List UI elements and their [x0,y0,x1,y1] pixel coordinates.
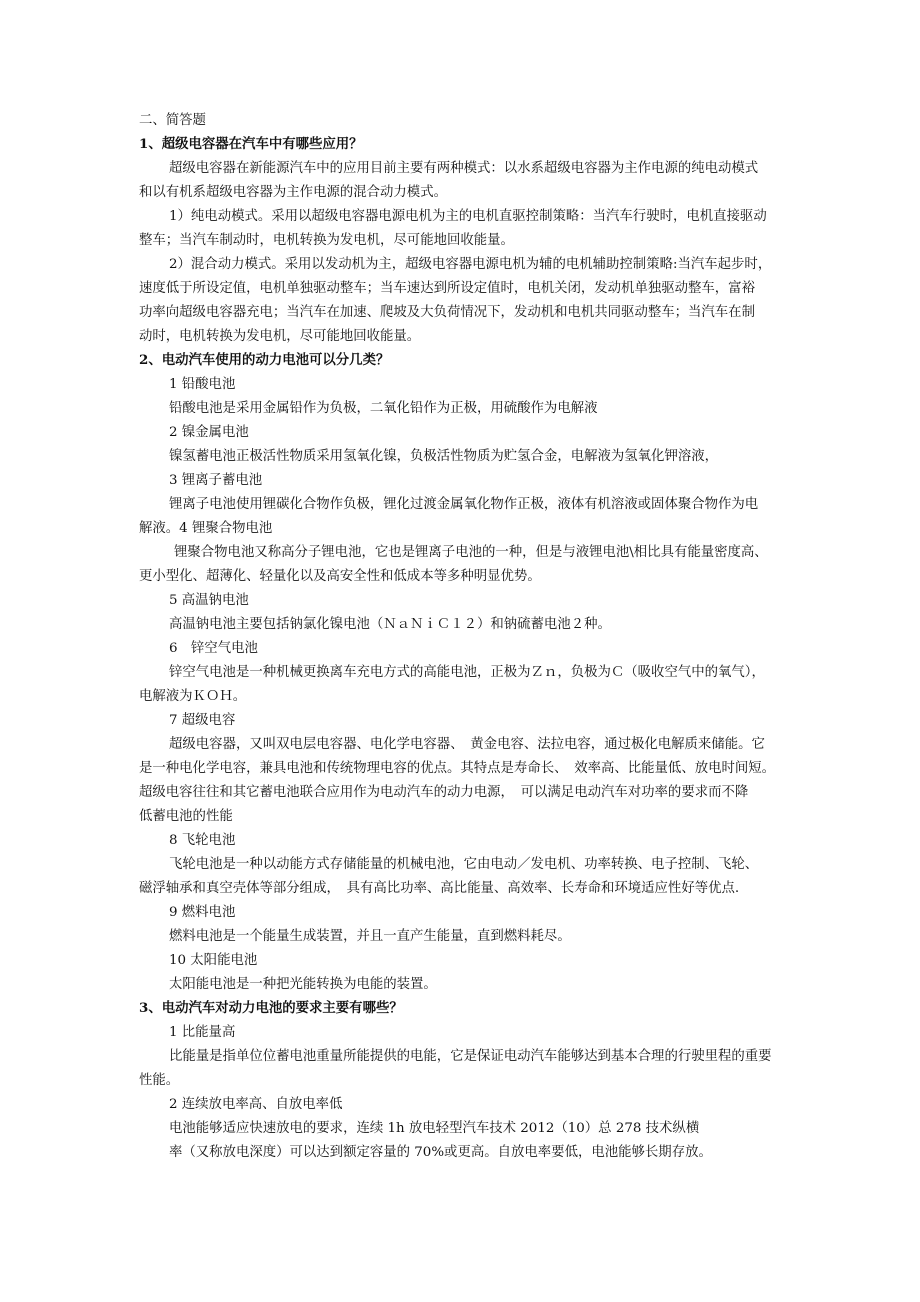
text-line: 性能。 [139,1073,180,1088]
question-heading: 1、超级电容器在汽车中有哪些应用？ [139,136,363,152]
text-line: 解液。4 锂聚合物电池 [139,521,273,536]
text-line: 超级电容器在新能源汽车中的应用目前主要有两种模式：以水系超级电容器为主作电源的纯电动模式 [169,161,759,176]
text-line: 电解液为ＫＯＨ。 [139,689,247,704]
text-line: 1 比能量高 [169,1025,236,1040]
text-line: 5 高温钠电池 [169,593,249,608]
text-line: 是一种电化学电容，兼具电池和传统物理电容的优点。其特点是寿命长、 效率高、比能量低、放电时间短。 [139,761,776,776]
text-line: 7 超级电容 [169,713,236,728]
text-line: 速度低于所设定值，电机单独驱动整车；当车速达到所设定值时，电机关闭，发动机单独驱动整车，富裕 [139,281,755,296]
text-line: 比能量是指单位位蓄电池重量所能提供的电能，它是保证电动汽车能够达到基本合理的行驶里程的重要 [169,1049,772,1064]
text-line: 功率向超级电容器充电；当汽车在加速、爬坡及大负荷情况下，发动机和电机共同驱动整车；当汽车在制 [139,305,755,320]
text-line: 1 铅酸电池 [169,377,236,392]
text-line: 更小型化、超薄化、轻量化以及高安全性和低成本等多种明显优势。 [139,569,541,584]
text-line: 和以有机系超级电容器为主作电源的混合动力模式。 [139,185,447,200]
text-line: 2 镍金属电池 [169,425,249,440]
text-line: 9 燃料电池 [169,905,236,920]
text-line: 电池能够适应快速放电的要求，连续 1h 放电轻型汽车技术 2012（10）总 278 技术纵横 [169,1121,700,1136]
text-line: 率（又称放电深度）可以达到额定容量的 70%或更高。自放电率要低，电池能够长期存放。 [169,1145,712,1160]
text-line: 锌空气电池是一种机械更换离车充电方式的高能电池，正极为Ｚｎ，负极为Ｃ（吸收空气中的氧气）， [169,665,765,680]
text-line: 3 锂离子蓄电池 [169,473,263,488]
question-heading: 2、电动汽车使用的动力电池可以分几类？ [139,352,390,368]
text-line: 动时，电机转换为发电机，尽可能地回收能量。 [139,329,421,344]
text-line: 燃料电池是一个能量生成装置，并且一直产生能量，直到燃料耗尽。 [169,929,571,944]
text-line: 高温钠电池主要包括钠氯化镍电池（ＮａＮｉＣ１２）和钠硫蓄电池２种。 [169,617,611,632]
question-heading: 3、电动汽车对动力电池的要求主要有哪些？ [139,1000,403,1016]
text-line: 飞轮电池是一种以动能方式存储能量的机械电池，它由电动／发电机、功率转换、电子控制、飞轮、 [169,857,759,872]
text-line: 磁浮轴承和真空壳体等部分组成， 具有高比功率、高比能量、高效率、长寿命和环境适应性好等优点. [139,881,740,896]
text-line: 1）纯电动模式。采用以超级电容器电源电机为主的电机直驱控制策略：当汽车行驶时，电机直接驱动 [169,209,767,224]
text-line: 整车；当汽车制动时，电机转换为发电机，尽可能地回收能量。 [139,233,514,248]
text-line: 2 连续放电率高、自放电率低 [169,1097,343,1112]
text-line: 锂聚合物电池又称高分子锂电池，它也是锂离子电池的一种，但是与液锂电池\相比具有能量密度高、 [174,545,768,560]
text-line: 太阳能电池是一种把光能转换为电能的装置。 [169,977,437,992]
section-title: 二、简答题 [139,113,206,128]
text-line: 超级电容往往和其它蓄电池联合应用作为电动汽车的动力电源， 可以满足电动汽车对功率的要求而不降 [139,785,749,800]
text-line: 8 飞轮电池 [169,833,236,848]
text-line: 10 太阳能电池 [169,953,258,968]
text-line: 锂离子电池使用锂碳化合物作负极，锂化过渡金属氧化物作正极，液体有机溶液或固体聚合物作为电 [169,497,759,512]
text-line: 6 锌空气电池 [169,641,258,656]
text-line: 2）混合动力模式。采用以发动机为主，超级电容器电源电机为辅的电机辅助控制策略:当汽车起步时， [169,257,772,272]
text-line: 镍氢蓄电池正极活性物质采用氢氧化镍，负极活性物质为贮氢合金，电解液为氢氧化钾溶液， [169,449,719,464]
text-line: 铅酸电池是采用金属铅作为负极，二氧化铅作为正极，用硫酸作为电解液 [169,401,598,416]
text-line: 超级电容器，又叫双电层电容器、电化学电容器、 黄金电容、法拉电容，通过极化电解质来储能。它 [169,737,765,752]
text-line: 低蓄电池的性能 [139,809,233,824]
